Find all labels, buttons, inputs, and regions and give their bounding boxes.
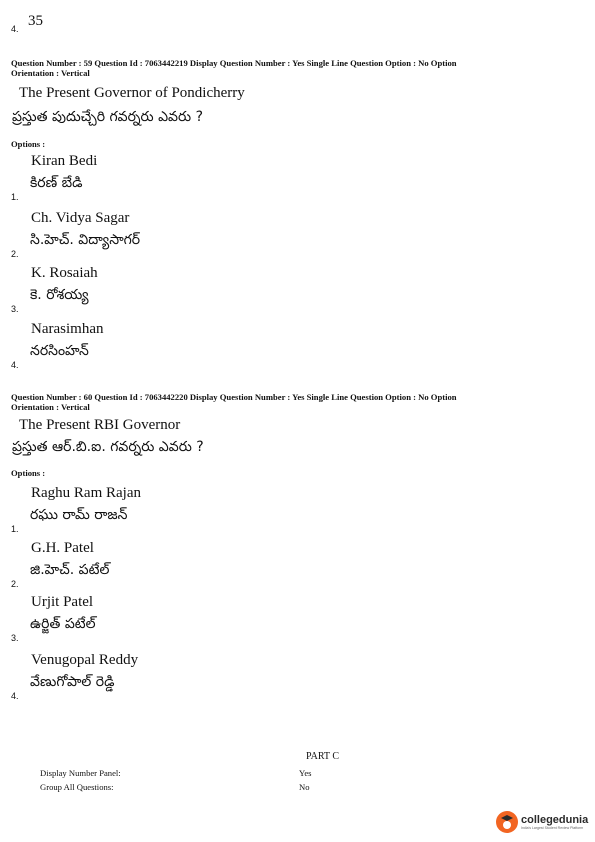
- panel-setting-label: Display Number Panel:: [40, 768, 121, 778]
- option-number: 1.: [11, 524, 19, 534]
- option-number: 2.: [11, 249, 19, 259]
- option-text-en: 35: [28, 13, 43, 29]
- option-number: 3.: [11, 633, 19, 643]
- panel-setting-value: No: [299, 782, 310, 792]
- option-text-te: సి.హెచ్. విద్యాసాగర్: [30, 232, 141, 248]
- option-text-en: G.H. Patel: [31, 540, 94, 556]
- logo-tagline: India's Largest Student Review Platform: [521, 825, 584, 830]
- option-number: 3.: [11, 304, 19, 314]
- option-number: 1.: [11, 192, 19, 202]
- option-text-en: Venugopal Reddy: [31, 652, 139, 668]
- option-number: 4.: [11, 360, 19, 370]
- option-text-te: కిరణ్ బేడి: [30, 175, 83, 191]
- option-text-en: Raghu Ram Rajan: [31, 485, 141, 501]
- options-label: Options :: [11, 139, 46, 149]
- option-text-te: రఘు రామ్ రాజన్: [30, 507, 128, 523]
- option-number: 2.: [11, 579, 19, 589]
- option-text-te: వేణుగోపాల్ రెడ్డి: [30, 674, 115, 690]
- panel-setting-label: Group All Questions:: [40, 782, 114, 792]
- panel-setting-value: Yes: [299, 768, 312, 778]
- option-number: 4.: [11, 691, 19, 701]
- collegedunia-logo: [496, 809, 588, 835]
- question-meta-line: Question Number : 60 Question Id : 7063442220 Display Question Number : Yes Single Line Question Option : No Option: [11, 392, 457, 402]
- question-meta-line: Question Number : 59 Question Id : 7063442219 Display Question Number : Yes Single Line Question Option : No Option: [11, 58, 457, 68]
- option-text-te: నరసింహన్: [30, 343, 89, 359]
- option-text-en: Urjit Patel: [31, 594, 94, 610]
- question-text-en: The Present RBI Governor: [19, 417, 181, 433]
- option-text-en: Narasimhan: [31, 321, 104, 337]
- option-number: 4.: [11, 24, 19, 34]
- question-text-te: ప్రస్తుత పుదుచ్చేరి గవర్నరు ఎవరు ?: [12, 109, 204, 125]
- logo-name: collegedunia: [521, 813, 589, 826]
- question-text-en: The Present Governor of Pondicherry: [19, 85, 245, 101]
- graduation-cap-icon: [496, 811, 518, 833]
- question-meta-line: Orientation : Vertical: [11, 68, 90, 78]
- option-text-en: Kiran Bedi: [31, 153, 98, 169]
- question-text-te: ప్రస్తుత ఆర్.బి.ఐ. గవర్నరు ఎవరు ?: [12, 439, 204, 455]
- options-label: Options :: [11, 468, 46, 478]
- option-text-te: జి.హెచ్. పటేల్: [30, 562, 110, 578]
- option-text-te: కె. రోశయ్య: [30, 287, 89, 303]
- option-text-en: K. Rosaiah: [31, 265, 98, 281]
- question-meta-line: Orientation : Vertical: [11, 402, 90, 412]
- option-text-te: ఉర్జిత్ పటేల్: [30, 616, 96, 632]
- part-heading: PART C: [306, 751, 340, 762]
- option-text-en: Ch. Vidya Sagar: [31, 210, 130, 226]
